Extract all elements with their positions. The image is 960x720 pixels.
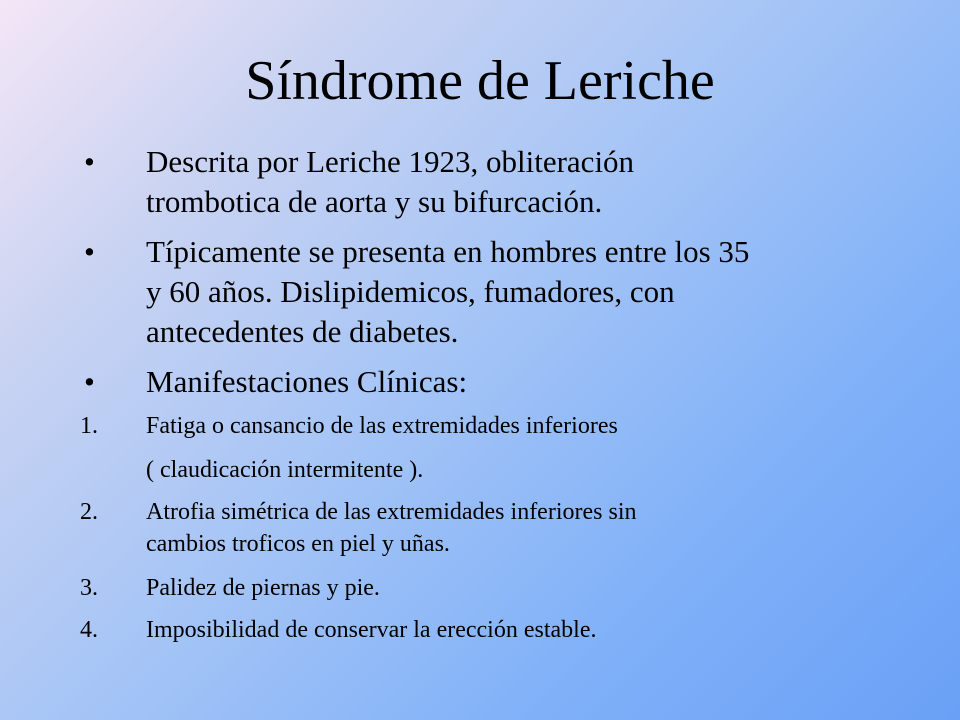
number-marker: 2. — [80, 499, 98, 525]
numbered-line: cambios troficos en piel y uñas. — [146, 531, 450, 557]
bullet-line: trombotica de aorta y su bifurcación. — [146, 184, 603, 219]
bullet-marker: • — [84, 364, 95, 399]
slide-title: Síndrome de Leriche — [245, 50, 715, 112]
numbered-line: Fatiga o cansancio de las extremidades inferiores — [146, 413, 618, 439]
numbered-line: Imposibilidad de conservar la erección estable. — [146, 617, 597, 643]
bullet-line: Descrita por Leriche 1923, obliteración — [146, 144, 635, 179]
number-marker: 1. — [80, 413, 98, 439]
number-marker: 3. — [80, 575, 98, 601]
numbered-line: Palidez de piernas y pie. — [146, 575, 380, 601]
bullet-marker: • — [84, 234, 95, 269]
bullet-line: Manifestaciones Clínicas: — [146, 364, 468, 399]
number-marker: 4. — [80, 617, 98, 643]
bullet-marker: • — [84, 144, 95, 179]
bullet-line: y 60 años. Dislipidemicos, fumadores, con — [146, 274, 675, 309]
bullet-line: Típicamente se presenta en hombres entre los 35 — [146, 234, 750, 269]
numbered-line: Atrofia simétrica de las extremidades inferiores sin — [146, 499, 637, 525]
bullet-line: antecedentes de diabetes. — [146, 314, 459, 349]
numbered-line: ( claudicación intermitente ). — [146, 457, 424, 483]
